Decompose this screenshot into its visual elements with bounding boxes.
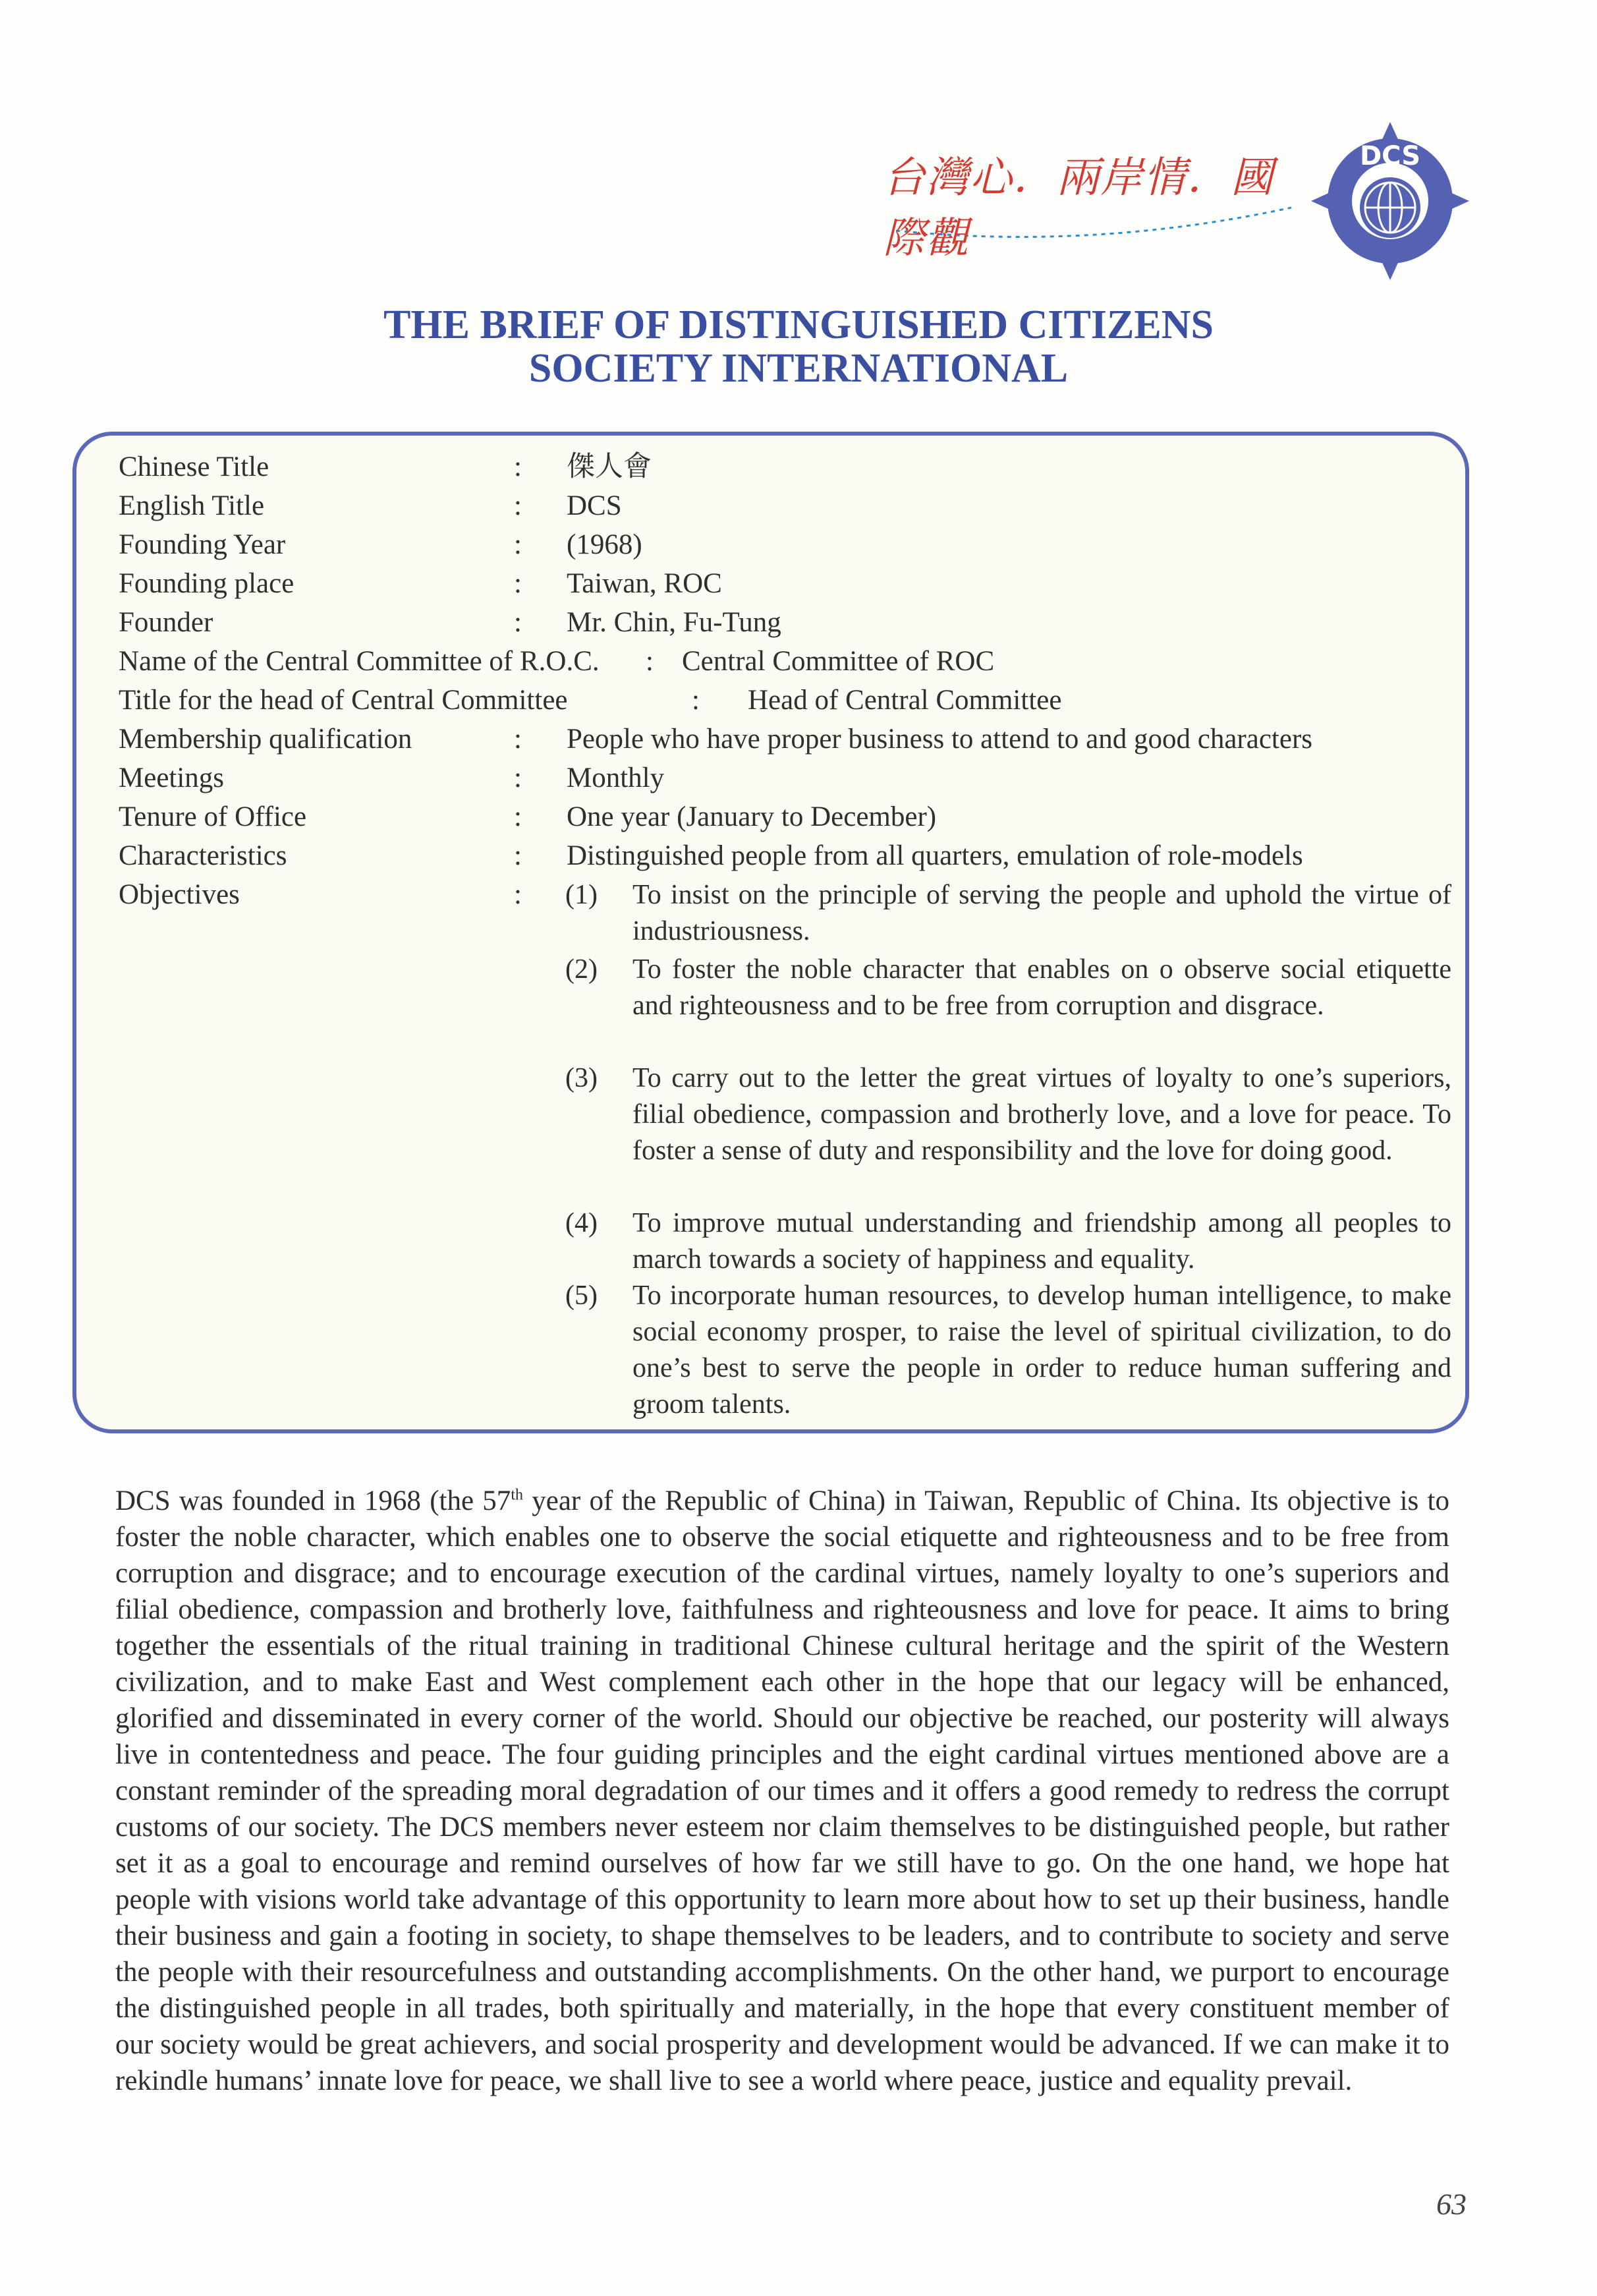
objective-text: To improve mutual understanding and friendship among all peoples to march towards a society of happiness and equality.: [632, 1208, 1451, 1275]
info-value: One year (January to December): [567, 801, 937, 832]
logo-text: DCS: [1359, 141, 1421, 171]
info-label: Meetings: [119, 762, 225, 793]
info-label: Tenure of Office: [119, 801, 307, 832]
info-label: Founding place: [119, 568, 294, 599]
objective-number: (2): [565, 954, 598, 985]
objective-text: To carry out to the letter the great virtues of loyalty to one’s superiors, filial obedience, compassion and brotherly love, and a love for peace. To foster a sense of duty and responsibility and the love for doing good.: [632, 1063, 1451, 1166]
info-label: Name of the Central Committee of R.O.C.: [119, 646, 600, 677]
info-label: Objectives: [119, 879, 240, 910]
info-value: 傑人會: [567, 451, 652, 482]
slogan-text: 台灣心．兩岸情．國際觀: [883, 154, 1274, 263]
ordinal-suffix: th: [511, 1486, 523, 1504]
dcs-logo: [1308, 119, 1472, 283]
info-label: English Title: [119, 490, 265, 521]
header-slogan: [883, 154, 1304, 263]
info-label: Chinese Title: [119, 451, 269, 482]
body-paragraph: [115, 1483, 1449, 2099]
info-label: Founder: [119, 607, 213, 638]
info-value: (1968): [567, 529, 642, 560]
info-colon: :: [514, 762, 522, 793]
info-colon: :: [514, 840, 522, 871]
info-colon: :: [514, 607, 522, 638]
objective-text: To foster the noble character that enables on o observe social etiquette and righteousness and to be free from corruption and disgrace.: [632, 954, 1451, 1021]
info-value: DCS: [567, 490, 622, 521]
info-colon: :: [514, 529, 522, 560]
info-label: Characteristics: [119, 840, 287, 871]
page-title-line2: SOCIETY INTERNATIONAL: [528, 346, 1069, 391]
info-label: Membership qualification: [119, 724, 412, 755]
page-number: 63: [1436, 2187, 1467, 2221]
info-colon: :: [514, 724, 522, 755]
info-colon: :: [692, 685, 700, 716]
body-text-part1: DCS was founded in 1968 (the 57: [115, 1485, 511, 1516]
info-label: Founding Year: [119, 529, 286, 560]
info-value: Head of Central Committee: [748, 685, 1062, 716]
objective-number: (5): [565, 1280, 598, 1311]
objective-text: To incorporate human resources, to develop human intelligence, to make social economy prosper, to raise the level of spiritual civilization, to do one’s best to serve the people in order to reduce human suffering and groom talents.: [632, 1280, 1451, 1420]
info-colon: :: [514, 801, 522, 832]
info-colon: :: [514, 568, 522, 599]
info-colon: :: [646, 646, 654, 677]
objective-number: (3): [565, 1063, 598, 1093]
page-title: [0, 303, 1597, 390]
body-text-part2: year of the Republic of China) in Taiwan, Republic of China. Its objective is to foster the noble character, which enables one to observe the social etiquette and righteousness and to be free from corruption and disgrace; and to encourage execution of the cardinal virtues, namely loyalty to one’s superiors and filial obedience, compassion and brotherly love, faithfulness and righteousness and love for peace. It aims to bring together the essentials of the ritual training in traditional Chinese cultural heritage and the spirit of the Western civilization, and to make East and West complement each other in the hope that our legacy will be enhanced, glorified and disseminated in every corner of the world. Should our objective be reached, our posterity will always live in contentedness and peace. The four guiding principles and the eight cardinal virtues mentioned above are a constant reminder of the spreading moral degradation of our times and it offers a good remedy to redress the corrupt customs of our society. The DCS members never esteem nor claim themselves to be distinguished people, but rather set it as a goal to encourage and remind ourselves of how far we still have to go. On the one hand, we hope hat people with visions world take advantage of this opportunity to learn more about how to set up their business, handle their business and gain a footing in society, to shape themselves to be leaders, and to contribute to society and serve the people with their resourcefulness and outstanding accomplishments. On the other hand, we purport to encourage the distinguished people in all trades, both spiritually and materially, in the hope that every constituent member of our society would be great achievers, and social prosperity and development would be advanced. If we can make it to rekindle humans’ innate love for peace, we shall live to see a world where peace, justice and equality prevail.: [115, 1485, 1449, 2096]
info-value: Central Committee of ROC: [682, 646, 995, 677]
info-value: Mr. Chin, Fu-Tung: [567, 607, 781, 638]
page-title-line1: THE BRIEF OF DISTINGUISHED CITIZENS: [383, 302, 1214, 347]
objective-number: (4): [565, 1208, 598, 1238]
info-value: People who have proper business to attend to and good characters: [567, 724, 1313, 755]
info-colon: :: [514, 879, 522, 910]
info-colon: :: [514, 451, 522, 482]
info-value: Taiwan, ROC: [567, 568, 722, 599]
info-label: Title for the head of Central Committee: [119, 685, 568, 716]
info-value: Monthly: [567, 762, 665, 793]
info-colon: :: [514, 490, 522, 521]
objective-number: (1): [565, 880, 598, 910]
info-value: Distinguished people from all quarters, emulation of role-models: [567, 840, 1303, 871]
objective-text: To insist on the principle of serving the people and uphold the virtue of industriousness.: [632, 880, 1451, 946]
